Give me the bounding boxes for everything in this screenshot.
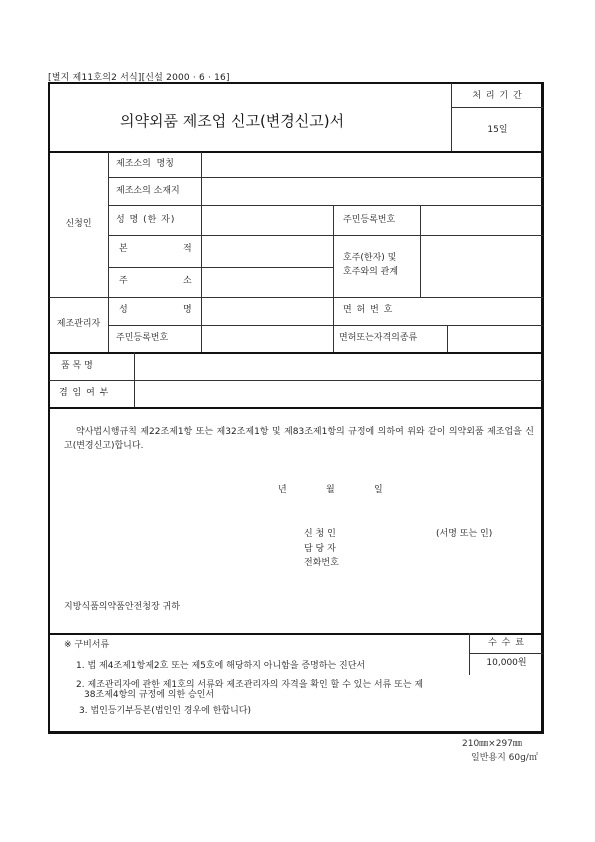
phone-label: 전화번호 — [304, 558, 339, 568]
ju-label: 주 — [119, 276, 128, 286]
signature-note: (서명 또는 인) — [436, 529, 493, 539]
manager-license-type-field[interactable] — [448, 326, 543, 352]
divider — [49, 407, 543, 409]
manager-name-field[interactable] — [202, 298, 333, 325]
so-label: 소 — [183, 276, 192, 286]
form-reference: [별지 제11호의2 서식][신설 2000 · 6 · 16] — [48, 73, 230, 83]
processing-period-label: 처 리 기 간 — [472, 91, 523, 101]
product-name-field[interactable] — [135, 353, 543, 380]
manager-license-no-label: 면 허 번 호 — [343, 305, 394, 315]
fee-value: 10,000원 — [486, 658, 527, 668]
attachment-item: 2. 제조관리자에 관한 제1호의 서류와 제조관리자의 자격을 확인 할 수 있는 서류 또는 제 — [76, 680, 424, 690]
household-head-label: 호주(한자) 및 — [343, 253, 397, 263]
manager-resident-no-field[interactable] — [202, 326, 333, 352]
resident-no-field[interactable] — [421, 206, 543, 235]
manager-license-type-label: 면허또는자격의종류 — [339, 333, 418, 343]
manager-name-b: 명 — [183, 305, 192, 315]
concurrent-field[interactable] — [135, 381, 543, 407]
applicant-sign-label: 신 청 인 — [304, 529, 336, 539]
applicant-name-field[interactable] — [202, 206, 333, 235]
divider — [333, 205, 334, 352]
processing-period-value: 15일 — [487, 125, 508, 135]
mfg-name-field[interactable] — [202, 152, 543, 177]
bon-label: 본 — [119, 244, 128, 254]
form-title: 의약외품 제조업 신고(변경신고)서 — [120, 112, 345, 130]
date-month-label: 월 — [326, 485, 335, 495]
mfg-address-field[interactable] — [202, 178, 543, 205]
person-in-charge-label: 담 당 자 — [304, 544, 336, 554]
attachments-heading: ※ 구비서류 — [64, 640, 110, 650]
manager-license-no-field[interactable] — [421, 298, 543, 325]
household-relation-label: 호주와의 관계 — [343, 267, 399, 277]
concurrent-label: 겸 임 여 부 — [59, 388, 110, 398]
product-name-label: 품 목 명 — [61, 361, 93, 371]
mfg-name-label: 제조소의 명칭 — [116, 159, 174, 169]
address-field[interactable] — [202, 268, 333, 297]
applicant-name-label: 성 명 (한 자) — [116, 215, 176, 225]
manager-group-label: 제조관리자 — [56, 319, 101, 329]
manager-name-a: 성 — [119, 305, 128, 315]
household-head-field[interactable] — [421, 236, 543, 297]
applicant-group-label: 신청인 — [65, 219, 92, 229]
divider — [452, 107, 543, 108]
attachment-item-continued: 38조제4항의 규정에 의한 승인서 — [84, 690, 215, 700]
paper-size: 210㎜×297㎜ — [462, 739, 522, 749]
manager-resident-no-label: 주민등록번호 — [116, 333, 169, 343]
fee-label: 수 수 료 — [488, 638, 525, 648]
divider — [469, 653, 543, 654]
mfg-address-label: 제조소의 소재지 — [116, 186, 180, 196]
bon-jeok-field[interactable] — [202, 236, 333, 267]
date-day-label: 일 — [374, 485, 383, 495]
attachment-item: 3. 법인등기부등본(법인인 경우에 한합니다) — [79, 706, 251, 716]
declaration-statement: 약사법시행규칙 제22조제1항 또는 제32조제1항 및 제83조제1항의 규정에 의하여 위와 같이 의약외품 제조업을 신고(변경신고)합니다. — [64, 427, 534, 451]
divider — [108, 152, 109, 352]
resident-no-label: 주민등록번호 — [343, 215, 396, 225]
jeok-label: 적 — [183, 244, 192, 254]
paper-type: 일반용지 60g/㎡ — [471, 753, 538, 763]
addressee: 지방식품의약품안전청장 귀하 — [64, 602, 180, 612]
date-year-label: 년 — [278, 485, 287, 495]
attachment-item: 1. 법 제4조제1항제2호 또는 제5호에 해당하지 아니함을 증명하는 진단서 — [76, 661, 366, 671]
